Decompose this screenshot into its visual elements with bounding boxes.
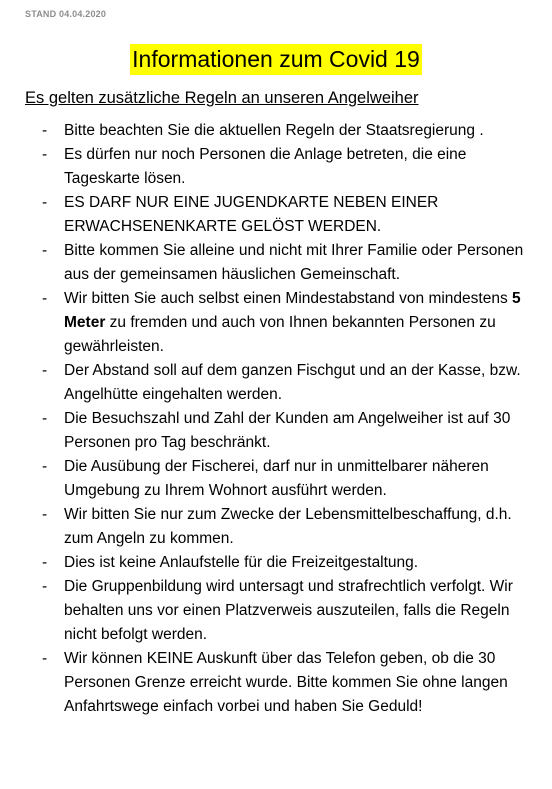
subtitle: Es gelten zusätzliche Regeln an unseren Angelweiher (25, 89, 419, 107)
rule-item (25, 455, 525, 503)
rule-text: Der Abstand soll auf dem ganzen Fischgut und an der Kasse, bzw. Angelhütte eingehalten werden. (64, 362, 521, 403)
rule-text: Wir bitten Sie nur zum Zwecke der Lebensmittelbeschaffung, d.h. zum Angeln zu kommen. (64, 506, 512, 547)
rule-item (25, 503, 525, 551)
rule-text: Dies ist keine Anlaufstelle für die Freizeitgestaltung. (64, 554, 419, 571)
rule-text-bold: 5 Meter (64, 290, 521, 331)
rule-item (25, 119, 525, 143)
rule-text: Wir können KEINE Auskunft über das Telefon geben, ob die 30 Personen Grenze erreicht wurde. Bitte kommen Sie ohne langen Anfahrtswege einfach vorbei und haben Sie Geduld! (64, 650, 508, 715)
dash-bullet: - (42, 650, 48, 667)
rule-item (25, 239, 525, 287)
dash-bullet: - (42, 506, 48, 523)
rule-text: Die Gruppenbildung wird untersagt und strafrechtlich verfolgt. Wir behalten uns vor einen Platzverweis auszuteilen, falls die Regeln nicht befolgt werden. (64, 578, 513, 643)
rules-list (25, 119, 525, 719)
rule-item (25, 287, 525, 359)
dash-bullet: - (42, 146, 48, 163)
rule-item (25, 191, 525, 239)
page-title: Informationen zum Covid 19 (130, 44, 422, 75)
rule-item (25, 407, 525, 455)
dash-bullet: - (42, 122, 48, 139)
rule-text: Bitte kommen Sie alleine und nicht mit Ihrer Familie oder Personen aus der gemeinsamen häuslichen Gemeinschaft. (64, 242, 524, 283)
dash-bullet: - (42, 578, 48, 595)
dash-bullet: - (42, 410, 48, 427)
title-container (0, 44, 552, 75)
dash-bullet: - (42, 194, 48, 211)
dash-bullet: - (42, 458, 48, 475)
dash-bullet: - (42, 242, 48, 259)
dash-bullet: - (42, 554, 48, 571)
rule-text: ES DARF NUR EINE JUGENDKARTE NEBEN EINER ERWACHSENENKARTE GELÖST WERDEN. (64, 194, 439, 235)
rule-text: Bitte beachten Sie die aktuellen Regeln der Staatsregierung . (64, 122, 484, 139)
rule-text: Die Ausübung der Fischerei, darf nur in unmittelbarer näheren Umgebung zu Ihrem Wohnort ausführt werden. (64, 458, 489, 499)
rule-item (25, 359, 525, 407)
rule-text: Es dürfen nur noch Personen die Anlage betreten, die eine Tageskarte lösen. (64, 146, 467, 187)
rule-item (25, 575, 525, 647)
stand-date: STAND 04.04.2020 (25, 9, 107, 19)
rule-item (25, 551, 525, 575)
rule-text-after: zu fremden und auch von Ihnen bekannten Personen zu gewährleisten. (64, 314, 496, 355)
dash-bullet: - (42, 290, 48, 307)
rule-text: Die Besuchszahl und Zahl der Kunden am Angelweiher ist auf 30 Personen pro Tag beschränkt. (64, 410, 511, 451)
rule-item (25, 647, 525, 719)
dash-bullet: - (42, 362, 48, 379)
rule-text-before: Wir bitten Sie auch selbst einen Mindestabstand von mindestens (64, 290, 513, 307)
rule-item (25, 143, 525, 191)
